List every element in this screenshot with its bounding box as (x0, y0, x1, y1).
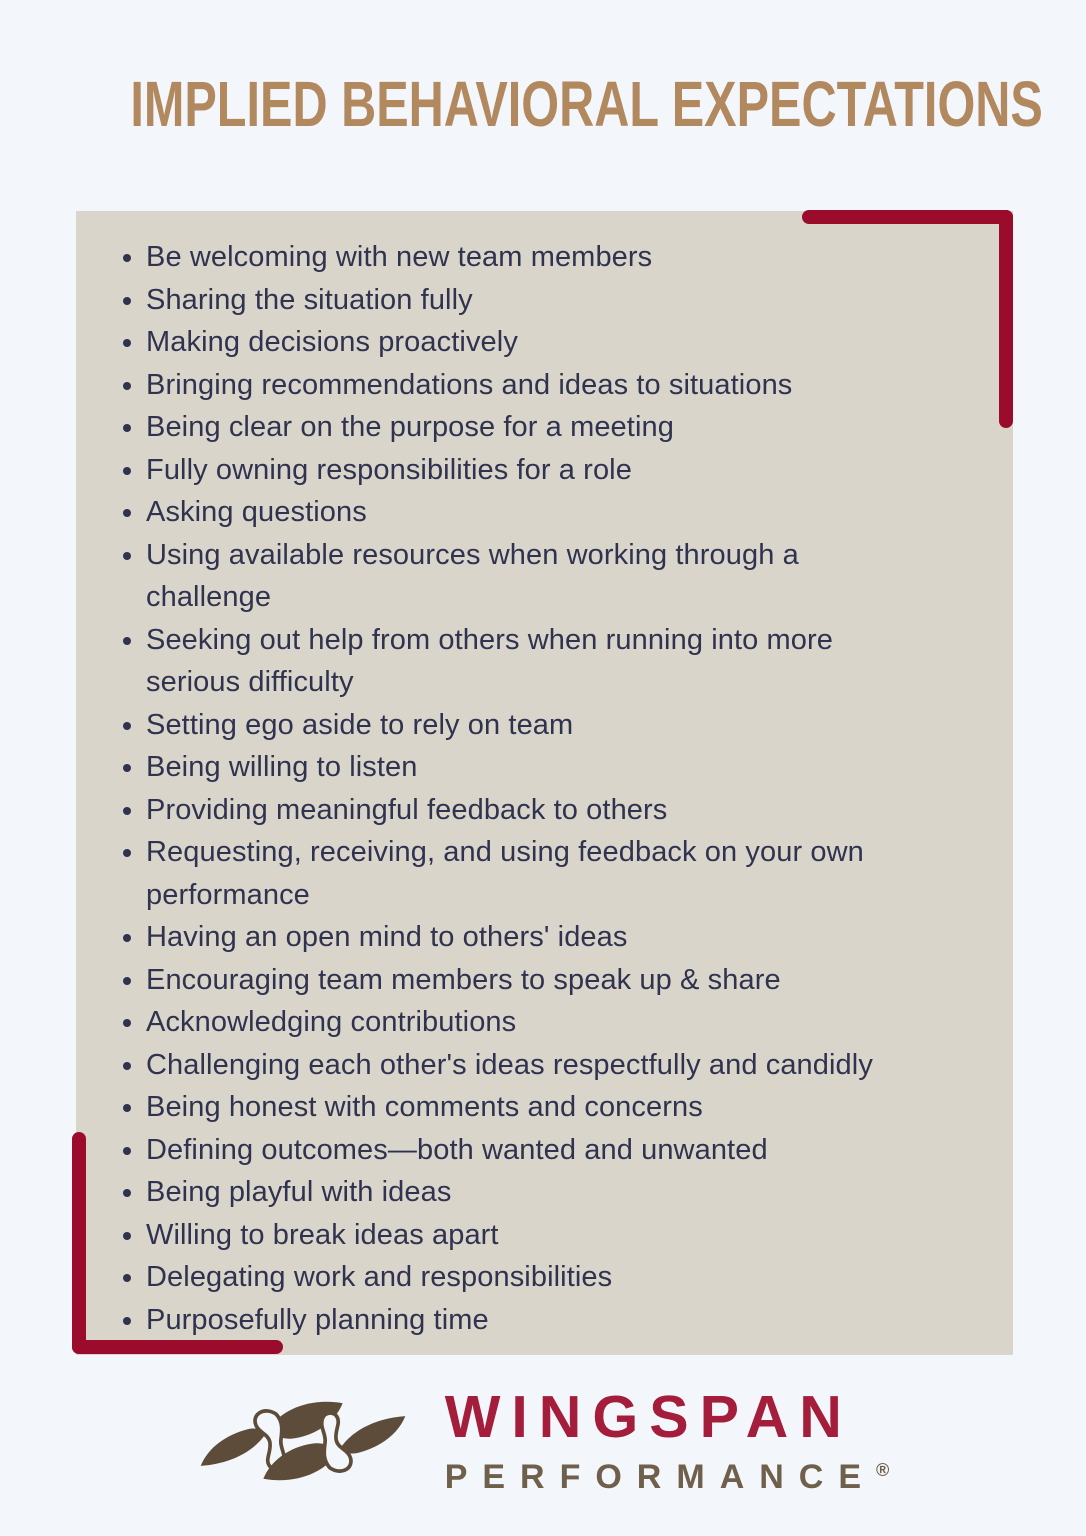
wingspan-wordmark (444, 1384, 890, 1496)
list-item: • Fully owning responsibilities for a role (146, 449, 914, 492)
list-item: • Providing meaningful feedback to others (146, 789, 914, 832)
list-item: • Being honest with comments and concerns (146, 1086, 914, 1129)
brand-subname (445, 1460, 890, 1494)
expectations-card (76, 211, 1013, 1355)
list-item: • Acknowledging contributions (146, 1001, 914, 1044)
list-item: • Being willing to listen (146, 746, 914, 789)
wingspan-logo (0, 1384, 1086, 1496)
list-item: • Using available resources when working through a challenge (146, 534, 914, 619)
list-item: • Bringing recommendations and ideas to situations (146, 364, 914, 407)
list-item: • Seeking out help from others when running into more serious difficulty (146, 619, 876, 704)
list-item: • Having an open mind to others' ideas (146, 916, 914, 959)
corner-bracket-top-right-horizontal (802, 210, 1013, 224)
page-title: IMPLIED BEHAVIORAL EXPECTATIONS (130, 68, 1043, 140)
list-item: • Purposefully planning time (146, 1299, 914, 1342)
list-item: • Be welcoming with new team members (146, 236, 914, 279)
corner-bracket-top-right-vertical (999, 210, 1013, 428)
list-item: • Sharing the situation fully (146, 279, 914, 322)
expectations-list (114, 236, 914, 1341)
list-item: • Challenging each other's ideas respectfully and candidly (146, 1044, 914, 1087)
list-item: • Willing to break ideas apart (146, 1214, 914, 1257)
registered-trademark-symbol: ® (876, 1460, 890, 1480)
list-item: • Being playful with ideas (146, 1171, 914, 1214)
list-item: • Being clear on the purpose for a meeting (146, 406, 914, 449)
list-item: • Requesting, receiving, and using feedback on your own performance (146, 831, 876, 916)
list-item: • Delegating work and responsibilities (146, 1256, 914, 1299)
subbrand-text: PERFORMANCE (444, 1458, 877, 1496)
corner-bracket-bottom-left-vertical (72, 1132, 86, 1354)
list-item: • Setting ego aside to rely on team (146, 704, 914, 747)
brand-name: WINGSPAN (444, 1384, 853, 1450)
list-item: • Asking questions (146, 491, 914, 534)
list-item: • Defining outcomes—both wanted and unwanted (146, 1129, 914, 1172)
list-item: • Making decisions proactively (146, 321, 914, 364)
list-item: • Encouraging team members to speak up & share (146, 959, 914, 1002)
corner-bracket-bottom-left-horizontal (72, 1340, 283, 1354)
two-soaring-birds-icon (197, 1390, 409, 1492)
